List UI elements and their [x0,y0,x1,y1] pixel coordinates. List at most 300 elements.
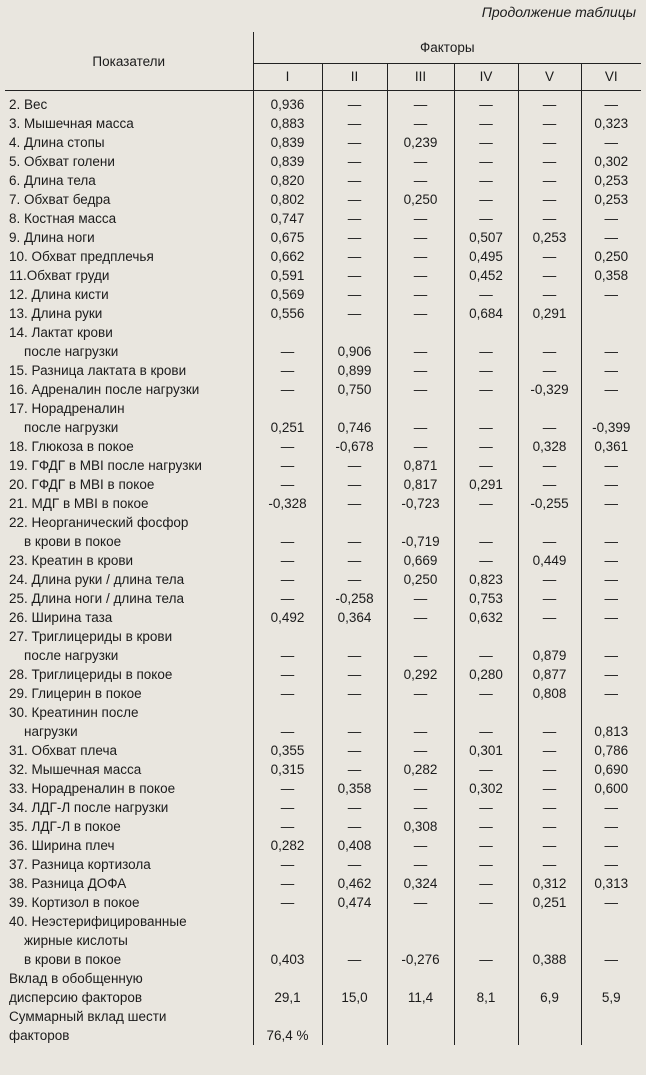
cell-factor-1: — [280,344,295,359]
cell-factor-2: — [322,741,387,760]
cell-factor-6: 0,313 [581,874,641,893]
cell-factor-5 [518,1026,581,1045]
cell-factor-6 [581,304,641,323]
row-label: после нагрузки [5,342,253,361]
cell-factor-5: 0,449 [518,551,581,570]
cell-factor-5: — [518,209,581,228]
cell-factor-6: 0,323 [581,114,641,133]
cell-factor-6: — [581,589,641,608]
cell-factor-1: — [280,572,295,587]
table-row [5,285,641,304]
table-body [5,91,641,1046]
cell-factor-2: — [322,114,387,133]
table-row [5,494,641,513]
cell-factor-2: — [322,91,387,115]
cell-factor-3: — [387,247,454,266]
cell-factor-3: 0,250 [387,570,454,589]
cell-factor-4: — [454,950,518,969]
cell-factor-6: 0,358 [581,266,641,285]
cell-factor-5: — [518,418,581,437]
cell-factor-6: 0,786 [581,741,641,760]
cell-factor-6 [581,931,641,950]
table-row [5,570,641,589]
row-label: 38. Разница ДОФА [5,874,253,893]
cell-factor-6: — [581,532,641,551]
cell-factor-5: — [518,741,581,760]
cell-factor-6: — [581,475,641,494]
cell-factor-1: — [280,781,295,796]
indicators-header: Показатели [5,32,253,91]
table-row [5,266,641,285]
cell-factor-6: — [581,950,641,969]
cell-factor-1 [253,931,322,950]
cell-factor-4 [454,969,518,988]
cell-factor-6: 0,302 [581,152,641,171]
cell-factor-4 [454,912,518,931]
cell-factor-1: 0,675 [270,230,305,245]
row-label: 5. Обхват голени [5,152,253,171]
cell-factor-2: — [322,152,387,171]
row-label: 34. ЛДГ-Л после нагрузки [5,798,253,817]
cell-factor-1: — [280,667,295,682]
cell-factor-6: — [581,133,641,152]
cell-factor-2: — [322,646,387,665]
cell-factor-3: — [387,418,454,437]
cell-factor-1: — [280,800,295,815]
cell-factor-3: — [387,209,454,228]
cell-factor-5: — [518,798,581,817]
row-label: 13. Длина руки [5,304,253,323]
cell-factor-6: — [581,817,641,836]
cell-factor-4: — [454,437,518,456]
cell-factor-4: — [454,646,518,665]
row-label: 33. Норадреналин в покое [5,779,253,798]
cell-factor-3: — [387,361,454,380]
cell-factor-4 [454,931,518,950]
cell-factor-6: 0,600 [581,779,641,798]
cell-factor-4: — [454,817,518,836]
cell-factor-5 [518,703,581,722]
cell-factor-1: 0,355 [270,743,305,758]
cell-factor-6: — [581,361,641,380]
cell-factor-6 [581,969,641,988]
cell-factor-2: — [322,817,387,836]
cell-factor-2: — [322,684,387,703]
cell-factor-1: 0,282 [270,838,305,853]
cell-factor-3: 0,239 [387,133,454,152]
cell-factor-6: — [581,285,641,304]
row-label: 28. Триглицериды в покое [5,665,253,684]
cell-factor-5: — [518,570,581,589]
row-label: Суммарный вклад шести [5,1007,253,1026]
cell-factor-4: 0,823 [454,570,518,589]
cell-factor-5: — [518,285,581,304]
cell-factor-2: — [322,950,387,969]
cell-factor-3: — [387,380,454,399]
cell-factor-2: — [322,475,387,494]
row-label: 31. Обхват плеча [5,741,253,760]
cell-factor-3: — [387,589,454,608]
cell-factor-1: — [280,458,295,473]
cell-factor-4: — [454,190,518,209]
cell-factor-4: 0,507 [454,228,518,247]
cell-factor-3: 11,4 [387,988,454,1007]
cell-factor-1: — [280,477,295,492]
cell-factor-2: — [322,171,387,190]
cell-factor-2: 0,364 [322,608,387,627]
cell-factor-5 [518,513,581,532]
table-row [5,91,641,115]
cell-factor-3: — [387,798,454,817]
cell-factor-3 [387,513,454,532]
row-label: 16. Адреналин после нагрузки [5,380,253,399]
cell-factor-3: — [387,741,454,760]
cell-factor-1: — [280,895,295,910]
row-label: 3. Мышечная масса [5,114,253,133]
cell-factor-3: — [387,342,454,361]
table-row [5,874,641,893]
cell-factor-2 [322,703,387,722]
cell-factor-6: — [581,91,641,115]
cell-factor-5: — [518,152,581,171]
cell-factor-6: 0,253 [581,171,641,190]
cell-factor-3: — [387,228,454,247]
cell-factor-4: 0,280 [454,665,518,684]
row-label: жирные кислоты [5,931,253,950]
table-row [5,323,641,342]
cell-factor-5: -0,329 [518,380,581,399]
cell-factor-2 [322,627,387,646]
cell-factor-6: — [581,228,641,247]
cell-factor-4: — [454,798,518,817]
cell-factor-1: — [280,382,295,397]
row-label: 15. Разница лактата в крови [5,361,253,380]
row-label: 36. Ширина плеч [5,836,253,855]
cell-factor-3: 0,817 [387,475,454,494]
cell-factor-2: — [322,190,387,209]
cell-factor-3 [387,969,454,988]
cell-factor-4: 0,302 [454,779,518,798]
cell-factor-3: — [387,646,454,665]
cell-factor-2: 0,899 [322,361,387,380]
cell-factor-2 [322,513,387,532]
cell-factor-6: — [581,646,641,665]
row-label: 40. Неэстерифицированные [5,912,253,931]
cell-factor-5: — [518,342,581,361]
table-row [5,532,641,551]
factor-header-1: I [253,63,322,90]
table-row [5,836,641,855]
cell-factor-1: — [280,819,295,834]
cell-factor-1 [253,1007,322,1026]
cell-factor-2 [322,969,387,988]
cell-factor-4: — [454,285,518,304]
table-row [5,551,641,570]
row-label: после нагрузки [5,646,253,665]
cell-factor-1 [253,969,322,988]
table-row [5,684,641,703]
factors-header: Факторы [253,32,641,63]
cell-factor-5: — [518,266,581,285]
cell-factor-5: -0,255 [518,494,581,513]
cell-factor-6: 0,253 [581,190,641,209]
table-row [5,513,641,532]
cell-factor-2: — [322,247,387,266]
cell-factor-5: — [518,190,581,209]
cell-factor-4: — [454,361,518,380]
cell-factor-4: — [454,171,518,190]
cell-factor-2: 0,746 [322,418,387,437]
table-row [5,855,641,874]
row-label: 25. Длина ноги / длина тела [5,589,253,608]
cell-factor-5: 0,808 [518,684,581,703]
table-row [5,988,641,1007]
table-row [5,380,641,399]
cell-factor-6: — [581,836,641,855]
cell-factor-3: — [387,152,454,171]
table-row [5,247,641,266]
table-row [5,798,641,817]
row-label: 17. Норадреналин [5,399,253,418]
cell-factor-2: — [322,532,387,551]
cell-factor-5 [518,627,581,646]
table-row [5,608,641,627]
cell-factor-3: -0,723 [387,494,454,513]
cell-factor-5: — [518,855,581,874]
table-row [5,665,641,684]
cell-factor-4: 0,452 [454,266,518,285]
cell-factor-1 [253,703,322,722]
row-label: 21. МДГ в MBI в покое [5,494,253,513]
cell-factor-3: — [387,684,454,703]
cell-factor-5: — [518,722,581,741]
row-label: 10. Обхват предплечья [5,247,253,266]
table-row [5,209,641,228]
cell-factor-6: — [581,855,641,874]
cell-factor-4: — [454,722,518,741]
cell-factor-3: — [387,171,454,190]
cell-factor-4 [454,1007,518,1026]
cell-factor-1: 0,839 [270,135,305,150]
row-label: дисперсию факторов [5,988,253,1007]
cell-factor-1: 76,4 % [266,1028,309,1043]
cell-factor-5: — [518,133,581,152]
cell-factor-6: — [581,494,641,513]
table-row [5,779,641,798]
cell-factor-3: 0,282 [387,760,454,779]
cell-factor-2: 0,408 [322,836,387,855]
row-label: 19. ГФДГ в MBI после нагрузки [5,456,253,475]
cell-factor-3: — [387,91,454,115]
table-row [5,817,641,836]
cell-factor-5 [518,912,581,931]
cell-factor-4: — [454,893,518,912]
table-row [5,475,641,494]
cell-factor-1: — [280,553,295,568]
row-label: 39. Кортизол в покое [5,893,253,912]
cell-factor-5: — [518,114,581,133]
cell-factor-3: — [387,437,454,456]
cell-factor-1: — [280,534,295,549]
cell-factor-4 [454,323,518,342]
cell-factor-3: 0,669 [387,551,454,570]
cell-factor-2: 0,906 [322,342,387,361]
row-label: 6. Длина тела [5,171,253,190]
row-label: 29. Глицерин в покое [5,684,253,703]
cell-factor-1 [253,912,322,931]
cell-factor-4: 0,753 [454,589,518,608]
cell-factor-2: — [322,304,387,323]
table-row [5,627,641,646]
cell-factor-2: — [322,760,387,779]
table-row [5,589,641,608]
table-row [5,741,641,760]
cell-factor-5: 6,9 [518,988,581,1007]
table-row [5,646,641,665]
cell-factor-1: — [280,439,295,454]
cell-factor-4: — [454,494,518,513]
cell-factor-5: 0,312 [518,874,581,893]
cell-factor-3 [387,703,454,722]
cell-factor-1: 0,662 [270,249,305,264]
cell-factor-2: 0,474 [322,893,387,912]
cell-factor-6 [581,323,641,342]
row-label: факторов [5,1026,253,1045]
table-row [5,304,641,323]
row-label: 20. ГФДГ в MBI в покое [5,475,253,494]
cell-factor-4: — [454,456,518,475]
table-row [5,703,641,722]
table-row [5,456,641,475]
factor-loadings-table [5,32,641,1045]
cell-factor-4: — [454,114,518,133]
cell-factor-3: — [387,836,454,855]
row-label: 18. Глюкоза в покое [5,437,253,456]
cell-factor-1: 0,403 [270,952,305,967]
cell-factor-4: — [454,684,518,703]
cell-factor-5 [518,323,581,342]
cell-factor-3: — [387,893,454,912]
cell-factor-3: 0,250 [387,190,454,209]
factor-header-4: IV [454,63,518,90]
cell-factor-5: — [518,779,581,798]
table-row [5,912,641,931]
cell-factor-1: — [280,591,295,606]
cell-factor-4: — [454,874,518,893]
cell-factor-5: — [518,817,581,836]
row-label: 23. Креатин в крови [5,551,253,570]
cell-factor-6: -0,399 [581,418,641,437]
cell-factor-5: — [518,608,581,627]
row-label: в крови в покое [5,532,253,551]
cell-factor-6: — [581,570,641,589]
cell-factor-3: 0,871 [387,456,454,475]
cell-factor-1: 0,820 [270,173,305,188]
cell-factor-5: 0,388 [518,950,581,969]
row-label: Вклад в обобщенную [5,969,253,988]
table-row [5,228,641,247]
cell-factor-4: — [454,855,518,874]
cell-factor-1: — [280,876,295,891]
cell-factor-5: 0,877 [518,665,581,684]
cell-factor-3 [387,323,454,342]
cell-factor-2: -0,678 [322,437,387,456]
cell-factor-2: 0,358 [322,779,387,798]
cell-factor-6: — [581,665,641,684]
cell-factor-6: — [581,209,641,228]
cell-factor-4: — [454,152,518,171]
cell-factor-1: 0,556 [270,306,305,321]
cell-factor-3: — [387,285,454,304]
cell-factor-3: — [387,266,454,285]
cell-factor-4: — [454,91,518,115]
row-label: 35. ЛДГ-Л в покое [5,817,253,836]
cell-factor-6: 0,813 [581,722,641,741]
cell-factor-4 [454,1026,518,1045]
cell-factor-5: — [518,91,581,115]
row-label: нагрузки [5,722,253,741]
cell-factor-2 [322,399,387,418]
cell-factor-3: — [387,722,454,741]
cell-factor-5: — [518,361,581,380]
cell-factor-2 [322,912,387,931]
cell-factor-6 [581,513,641,532]
cell-factor-4: 0,301 [454,741,518,760]
cell-factor-6: 0,690 [581,760,641,779]
cell-factor-2: — [322,722,387,741]
cell-factor-6: — [581,893,641,912]
cell-factor-1 [253,399,322,418]
cell-factor-6 [581,1026,641,1045]
cell-factor-5: 0,328 [518,437,581,456]
cell-factor-3: 0,324 [387,874,454,893]
table-row [5,1007,641,1026]
cell-factor-2: -0,258 [322,589,387,608]
cell-factor-3: — [387,608,454,627]
cell-factor-6: — [581,380,641,399]
row-label: 27. Триглицериды в крови [5,627,253,646]
cell-factor-3: — [387,304,454,323]
table-row [5,418,641,437]
cell-factor-2: — [322,494,387,513]
factor-header-2: II [322,63,387,90]
cell-factor-1: — [280,686,295,701]
cell-factor-2: — [322,133,387,152]
row-label: 14. Лактат крови [5,323,253,342]
row-label: 12. Длина кисти [5,285,253,304]
cell-factor-1: 0,569 [270,287,305,302]
cell-factor-2: — [322,209,387,228]
cell-factor-1 [253,513,322,532]
cell-factor-6: 5,9 [581,988,641,1007]
cell-factor-3 [387,627,454,646]
cell-factor-2: 0,750 [322,380,387,399]
cell-factor-5: 0,879 [518,646,581,665]
table-row [5,190,641,209]
cell-factor-4: — [454,551,518,570]
cell-factor-3 [387,931,454,950]
cell-factor-4: — [454,342,518,361]
cell-factor-4: — [454,380,518,399]
cell-factor-5: — [518,532,581,551]
row-label: в крови в покое [5,950,253,969]
table-row [5,969,641,988]
factor-header-5: V [518,63,581,90]
cell-factor-5 [518,931,581,950]
cell-factor-4: — [454,133,518,152]
cell-factor-6: — [581,684,641,703]
table-row [5,931,641,950]
